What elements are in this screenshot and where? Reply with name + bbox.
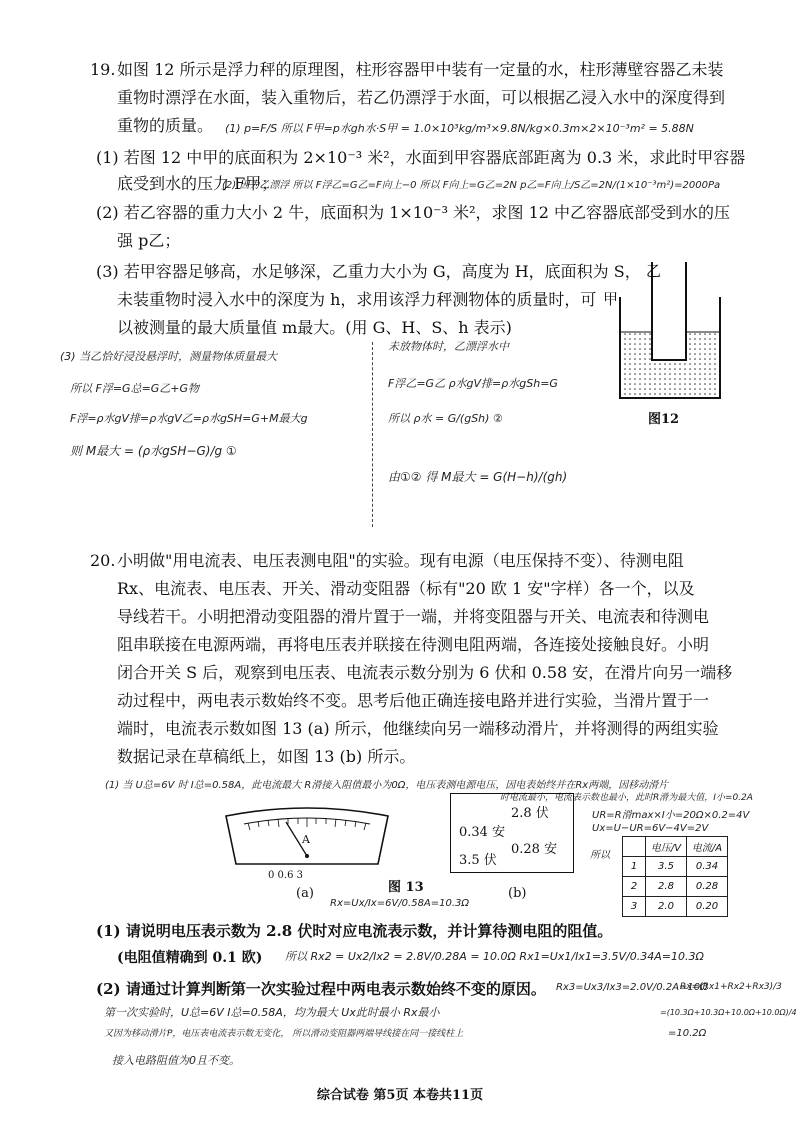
fig13b-label: (b) — [508, 886, 527, 901]
hw20-sub2-line3: 接入电路阻值为0且不变。 — [112, 1054, 240, 1067]
hw20-avg-2: =(10.3Ω+10.3Ω+10.0Ω+10.0Ω)/4 — [660, 1008, 797, 1017]
q19-sub3-line1: (3) 若甲容器足够高，水足够深，乙重力大小为 G，高度为 H，底面积为 S， — [96, 262, 641, 281]
hw20-sub2-line2: 又因为移动滑片P，电压表电流表示数无变化， 所以滑动变阻器两端导线接在同一接线柱上 — [104, 1029, 464, 1039]
table-row — [623, 857, 728, 877]
hw19-3-right-1: 未放物体时，乙漂浮水中 — [388, 340, 509, 353]
hw19-3-left-4: 则 M最大 = (ρ水gSH−G)/g ① — [70, 444, 237, 458]
q20-stem-8: 数据记录在草稿纸上，如图 13 (b) 所示。 — [117, 747, 416, 766]
table-cell: 2 — [623, 877, 646, 897]
q19-sub3-line3: 以被测量的最大质量值 m最大。(用 G、H、S、h 表示) — [117, 318, 512, 337]
q20-stem-6: 动过程中，两电表示数始终不变。思考后他正确连接电路并进行实验，当滑片置于一 — [117, 691, 710, 710]
q19-stem-2: 重物时漂浮在水面，装入重物后，若乙仍漂浮于水面，可以根据乙浸入水中的深度得到 — [117, 88, 726, 107]
q20-stem-3: 导线若干。小明把滑动变阻器的滑片置于一端，并将变阻器与开关、电流表和待测电 — [117, 607, 710, 626]
q20-stem-5: 闭合开关 S 后，观察到电压表、电流表示数分别为 6 伏和 0.58 安，在滑片向另一端移 — [117, 663, 733, 682]
hw20-line-a4: Ux=U−UR=6V−4V=2V — [592, 823, 709, 834]
q19-sub3-line2: 未装重物时浸入水中的深度为 h，求用该浮力秤测物体的质量时，可 — [117, 290, 597, 309]
fig12-label-yi: 乙 — [646, 262, 662, 280]
hw19-3-left-2: 所以 F浮=G总=G乙+G物 — [70, 382, 200, 395]
q20-stem-7: 端时，电流表示数如图 13 (a) 所示，他继续向另一端移动滑片，并将测得的两组实验 — [117, 719, 719, 738]
hw19-3-left-1: (3) 当乙恰好浸没悬浮时，测量物体质量最大 — [60, 350, 278, 363]
hw20-rx-under-caption: Rx=Ux/Ix=6V/0.58A=10.3Ω — [330, 898, 470, 909]
hw-data-table — [622, 836, 728, 917]
ammeter-terminals: 0 0.6 3 — [268, 870, 303, 881]
q20-stem-4: 阻串联接在电源两端，再将电压表并联接在待测电阻两端，各连接处接触良好。小明 — [117, 635, 710, 654]
q19-stem-3: 重物的质量。 — [117, 116, 214, 135]
hw20-line-a1: (1) 当 U总=6V 时 I总=0.58A，此电流最大 R滑接入阻值最小为0Ω，电压表测电源电压，因电表始终并在Rx两端，因移动滑片 — [105, 780, 669, 791]
fig12-caption: 图12 — [648, 412, 680, 427]
table-row — [623, 897, 728, 917]
q20-sub1-line2: (电阻值精确到 0.1 欧) — [117, 950, 263, 966]
table-cell: 3 — [623, 897, 646, 917]
hw19-3-right-3: 所以 ρ水 = G/(gSh) ② — [388, 412, 503, 425]
table-cell: 2.8 — [646, 877, 687, 897]
hw20-avg-3: =10.2Ω — [668, 1028, 707, 1039]
hw20-sub2-line1: 第一次实验时，U总=6V I总=0.58A，均为最大 Ux此时最小 Rx最小 — [104, 1006, 440, 1019]
q20-sub2-line1: (2) 请通过计算判断第一次实验过程中两电表示数始终不变的原因。 — [96, 980, 546, 998]
hw20-line-a3: UR=R滑max×I小=20Ω×0.2=4V — [592, 810, 750, 821]
figure-12-diagram — [608, 262, 728, 412]
q20-number: 20. — [90, 551, 116, 570]
table-row — [623, 877, 728, 897]
q19-sub1-line1: (1) 若图 12 中甲的底面积为 2×10⁻³ 米²，水面到甲容器底部距离为 0.3 米，求此时甲容器 — [96, 148, 746, 167]
hw20-line-a2: 时电流最小，电流表示数也最小，此时R滑为最大值，I小=0.2A — [500, 793, 753, 803]
hw20-sub1-answer: 所以 Rx2 = Ux2/Ix2 = 2.8V/0.28A = 10.0Ω Rx1=Ux1/Ix1=3.5V/0.34A=10.3Ω — [285, 950, 704, 963]
table-cell: 0.28 — [687, 877, 728, 897]
q19-stem-1: 如图 12 所示是浮力秤的原理图，柱形容器甲中装有一定量的水，柱形薄壁容器乙未装 — [117, 60, 724, 79]
table-cell: 0.34 — [687, 857, 728, 877]
q19-sub2-line2: 强 p乙； — [117, 231, 181, 250]
draft-v1: 2.8 伏 — [511, 806, 549, 821]
draft-i2: 0.28 安 — [511, 842, 558, 857]
draft-data-box — [450, 793, 574, 873]
table-header-cell: 电流/A — [687, 837, 728, 857]
fig13a-label: (a) — [296, 886, 314, 901]
table-cell: 1 — [623, 857, 646, 877]
q19-sub1-line2: 底受到水的压力 F甲； — [117, 174, 278, 193]
table-cell: 3.5 — [646, 857, 687, 877]
hw20-avg-1: Rx=(Rx1+Rx2+Rx3)/3 — [680, 982, 782, 992]
hw19-3-right-4: 由①② 得 M最大 = G(H−h)/(gh) — [388, 470, 568, 484]
ammeter-letter: A — [302, 833, 310, 846]
q20-stem-1: 小明做"用电流表、电压表测电阻"的实验。现有电源（电压保持不变）、待测电阻 — [117, 551, 684, 570]
table-cell: 0.20 — [687, 897, 728, 917]
hw19-answer-1: (1) p=F/S 所以 F甲=p水gh水·S甲 = 1.0×10³kg/m³×9.8N/kg×0.3m×2×10⁻³m² = 5.88N — [225, 122, 694, 135]
q19-number: 19. — [90, 60, 116, 79]
q20-sub1-line1: (1) 请说明电压表示数为 2.8 伏时对应电流表示数，并计算待测电阻的阻值。 — [96, 922, 613, 940]
q20-stem-2: Rx、电流表、电压表、开关、滑动变阻器（标有"20 欧 1 安"字样）各一个，以及 — [117, 579, 695, 598]
q19-sub2-line1: (2) 若乙容器的重力大小 2 牛，底面积为 1×10⁻³ 米²，求图 12 中乙容器底部受到水的压 — [96, 203, 731, 222]
hw19-3-left-3: F浮=ρ水gV排=ρ水gV乙=ρ水gSH=G+M最大g — [70, 412, 308, 425]
hw19-answer-2: (2) 因为乙漂浮 所以 F浮乙=G乙=F向上−0 所以 F向上=G乙=2N p乙=F向上/S乙=2N/(1×10⁻³m²)=2000Pa — [222, 180, 721, 191]
draft-i1: 0.34 安 — [459, 825, 506, 840]
hw20-sub2-rx3: Rx3=Ux3/Ix3=2.0V/0.2A=10Ω — [556, 982, 708, 993]
hw19-3-right-2: F浮乙=G乙 ρ水gV排=ρ水gSh=G — [388, 377, 558, 390]
table-cell: 2.0 — [646, 897, 687, 917]
fig12-label-jia: 甲 — [603, 290, 619, 308]
hw-divider — [372, 342, 373, 527]
table-header-cell — [623, 837, 646, 857]
page-footer: 综合试卷 第5页 本卷共11页 — [316, 1088, 484, 1103]
hw20-line-a5: 所以 — [590, 850, 610, 861]
draft-v2: 3.5 伏 — [459, 853, 497, 868]
fig13-caption: 图 13 — [388, 880, 424, 895]
table-header-cell: 电压/V — [646, 837, 687, 857]
